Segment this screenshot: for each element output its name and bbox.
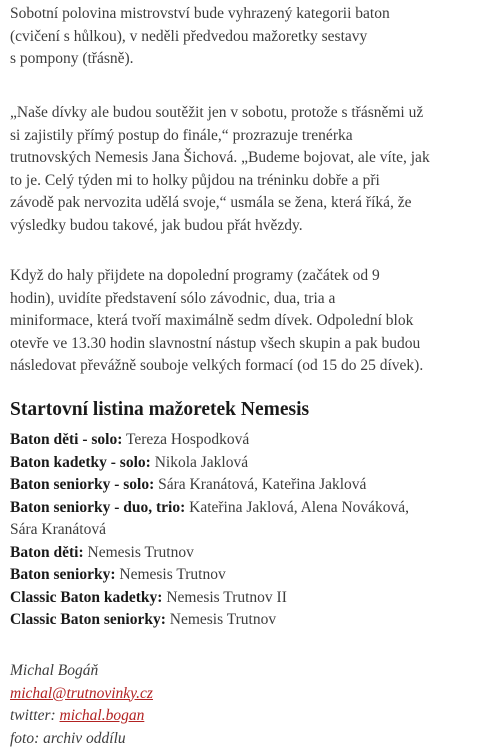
startlist-item [10, 564, 409, 587]
startlist-names-continued: Sára Kranátová [10, 521, 106, 538]
startlist-heading: Startovní listina mažoretek Nemesis [10, 399, 310, 420]
startlist-names: Tereza Hospodková [122, 431, 250, 448]
paragraph-line: „Naše dívky ale budou soutěžit jen v sobotu, protože s třásněmi už [10, 104, 424, 121]
paragraph-line: miniformace, která tvoří maximálně sedm dívek. Odpolední blok [10, 312, 414, 329]
startlist-names: Nemesis Trutnov [165, 611, 277, 628]
startlist-category: Baton kadetky - solo: [10, 453, 151, 471]
startlist-item [10, 542, 409, 565]
startlist-item [10, 587, 409, 610]
paragraph-line: otevře ve 13.30 hodin slavnostní nástup všech skupin a pak budou [10, 334, 421, 352]
paragraph-quote [10, 102, 430, 237]
paragraph-line: s pompony (třásně). [10, 50, 134, 67]
startlist-category: Baton děti - solo: [10, 431, 123, 448]
startlist-names: Nemesis Trutnov [83, 543, 194, 561]
paragraph-line: trutnovských Nemesis Jana Šichová. „Budeme bojovat, ale víte, jak [10, 149, 430, 166]
paragraph-program [10, 265, 423, 378]
startlist-category: Baton seniorky - solo: [10, 476, 155, 493]
startlist-item [10, 452, 409, 475]
startlist-names: Nemesis Trutnov [115, 566, 226, 583]
twitter-handle-link[interactable]: michal.bogan [59, 707, 145, 724]
startlist-item [10, 497, 409, 542]
photo-credit: foto: archiv oddílu [10, 729, 126, 747]
author-email-link[interactable]: michal@trutnovinky.cz [10, 684, 153, 702]
startlist-category: Baton seniorky - duo, trio: [10, 498, 186, 516]
startlist-category: Baton seniorky: [10, 566, 116, 583]
startlist-names: Sára Kranátová, Kateřina Jaklová [154, 476, 367, 493]
paragraph-line: Když do haly přijdete na dopolední programy (začátek od 9 [10, 267, 380, 284]
startlist-names: Nemesis Trutnov II [162, 588, 287, 606]
startlist-names: Kateřina Jaklová, Alena Nováková, [185, 498, 410, 516]
paragraph-line: (cvičení s hůlkou), v neděli předvedou mažoretky sestavy [10, 27, 368, 45]
paragraph-line: výsledky budou takové, jak budou přát hvězdy. [10, 216, 303, 234]
paragraph-line: Sobotní polovina mistrovství bude vyhrazený kategorii baton [10, 5, 390, 22]
startlist-item [10, 609, 409, 632]
paragraph-line: následovat převážně souboje velkých formací (od 15 do 25 dívek). [10, 357, 424, 374]
startlist-category: Classic Baton seniorky: [10, 611, 166, 628]
paragraph-line: to je. Celý týden mi to holky půjdou na tréninku dobře a při [10, 171, 380, 189]
startlist-item [10, 474, 409, 497]
startlist-names: Nikola Jaklová [150, 453, 249, 471]
startlist-item [10, 429, 409, 452]
paragraph-line: hodin), uvidíte představení sólo závodnic, dua, tria a [10, 289, 336, 307]
startlist-category: Classic Baton kadetky: [10, 588, 163, 606]
twitter-label: twitter: [10, 707, 60, 724]
article-signature [10, 660, 153, 750]
startlist-category: Baton děti: [10, 543, 84, 561]
author-name: Michal Bogáň [10, 662, 99, 679]
paragraph-line: si zajistily přímý postup do finále,“ prozrazuje trenérka [10, 126, 353, 144]
startlist [10, 429, 409, 632]
paragraph-line: závodě pak nervozita udělá svoje,“ usmála se žena, která říká, že [10, 194, 412, 211]
paragraph-intro [10, 3, 390, 71]
